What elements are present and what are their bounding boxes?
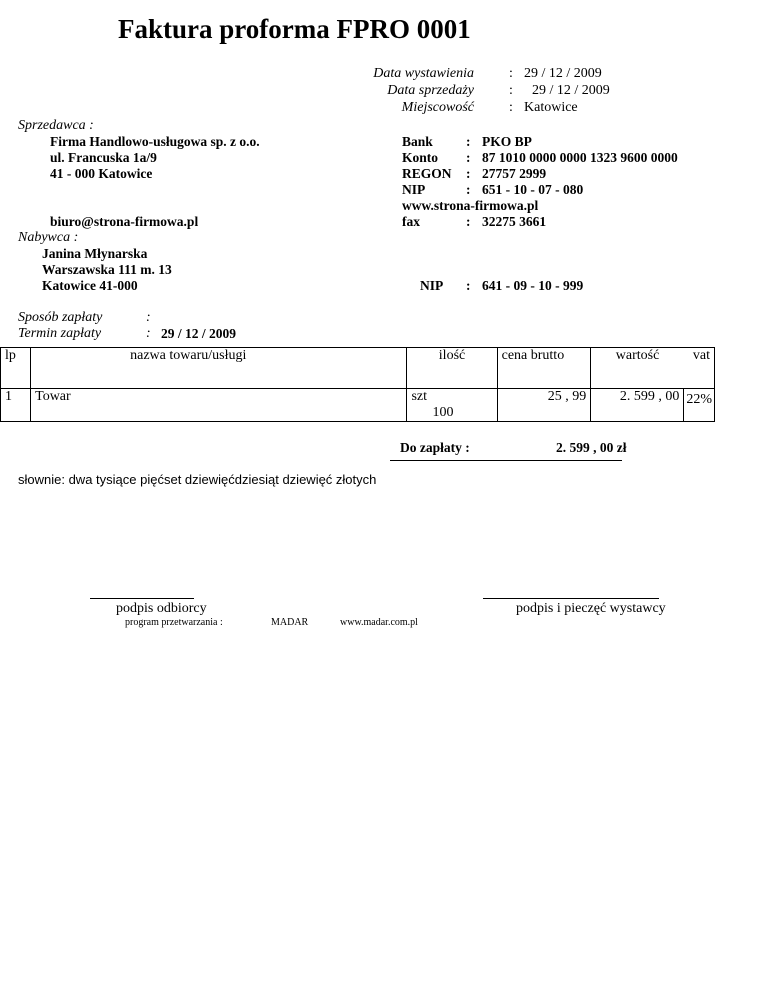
issue-date-value: 29 / 12 / 2009	[524, 66, 602, 81]
payment-term-value: 29 / 12 / 2009	[161, 326, 237, 341]
seller-label: Sprzedawca :	[18, 118, 94, 133]
sale-date-label: Data sprzedaży	[387, 83, 474, 98]
bank-value: PKO BP	[482, 134, 532, 149]
seller-nip-label: NIP	[402, 182, 426, 197]
account-value: 87 1010 0000 0000 1323 9600 0000	[482, 150, 678, 165]
document-title: Faktura proforma FPRO 0001	[118, 14, 471, 44]
row-vat: 22%	[684, 389, 715, 422]
account-sep: :	[466, 150, 471, 165]
row-price: 25 , 99	[497, 389, 591, 422]
place-value: Katowice	[524, 100, 578, 115]
header-name: nazwa towaru/usługi	[31, 348, 407, 389]
row-lp: 1	[1, 389, 31, 422]
buyer-street: Warszawska 111 m. 13	[42, 262, 172, 277]
program-url: www.madar.com.pl	[340, 617, 418, 628]
header-price: cena brutto	[497, 348, 591, 389]
place-label: Miejscowość	[401, 100, 474, 115]
payment-term-sep: :	[146, 326, 151, 341]
bank-label: Bank	[402, 134, 433, 149]
payment-method-label: Sposób zapłaty	[18, 310, 103, 325]
total-value: 2. 599 , 00 zł	[556, 440, 627, 455]
regon-label: REGON	[402, 166, 452, 181]
fax-value: 32275 3661	[482, 214, 547, 229]
seller-signature-line	[483, 598, 659, 599]
row-qty: 100	[432, 405, 454, 420]
seller-street: ul. Francuska 1a/9	[50, 150, 157, 165]
sale-date-value: 29 / 12 / 2009	[532, 83, 610, 98]
table-header-row	[1, 348, 715, 389]
regon-sep: :	[466, 166, 471, 181]
sale-date-sep: :	[509, 83, 513, 98]
header-value: wartość	[591, 348, 684, 389]
bank-sep: :	[466, 134, 471, 149]
row-unit: szt	[411, 389, 428, 404]
row-name: Towar	[31, 389, 407, 422]
total-label: Do zapłaty :	[400, 440, 470, 455]
seller-city: 41 - 000 Katowice	[50, 166, 153, 181]
seller-nip-value: 651 - 10 - 07 - 080	[482, 182, 584, 197]
fax-label: fax	[402, 214, 420, 229]
table-row	[1, 389, 715, 422]
header-lp: lp	[1, 348, 31, 389]
seller-name: Firma Handlowo-usługowa sp. z o.o.	[50, 134, 260, 149]
account-label: Konto	[402, 150, 439, 165]
buyer-label: Nabywca :	[18, 230, 79, 245]
header-qty: ilość	[407, 348, 497, 389]
program-name: MADAR	[271, 617, 309, 628]
fax-sep: :	[466, 214, 471, 229]
regon-value: 27757 2999	[482, 166, 547, 181]
header-vat: vat	[684, 348, 715, 389]
row-qty-cell	[407, 389, 497, 422]
payment-term-label: Termin zapłaty	[18, 326, 102, 341]
program-label: program przetwarzania :	[125, 617, 223, 628]
seller-nip-sep: :	[466, 182, 471, 197]
seller-website: www.strona-firmowa.pl	[402, 198, 539, 213]
buyer-nip-label: NIP	[420, 278, 444, 293]
buyer-signature-line	[90, 598, 194, 599]
amount-in-words: słownie: dwa tysiące pięćset dziewięćdziesiąt dziewięć złotych	[18, 472, 377, 487]
buyer-nip-sep: :	[466, 278, 471, 293]
buyer-name: Janina Młynarska	[42, 246, 148, 261]
seller-email: biuro@strona-firmowa.pl	[50, 214, 199, 229]
items-table	[0, 347, 715, 422]
buyer-nip-value: 641 - 09 - 10 - 999	[482, 278, 584, 293]
place-sep: :	[509, 100, 513, 115]
payment-method-sep: :	[146, 310, 151, 325]
total-underline	[390, 460, 622, 461]
issue-date-label: Data wystawienia	[373, 66, 474, 81]
buyer-city: Katowice 41-000	[42, 278, 138, 293]
issue-date-sep: :	[509, 66, 513, 81]
row-value: 2. 599 , 00	[591, 389, 684, 422]
buyer-signature-label: podpis odbiorcy	[116, 601, 207, 616]
seller-signature-label: podpis i pieczęć wystawcy	[516, 601, 666, 616]
